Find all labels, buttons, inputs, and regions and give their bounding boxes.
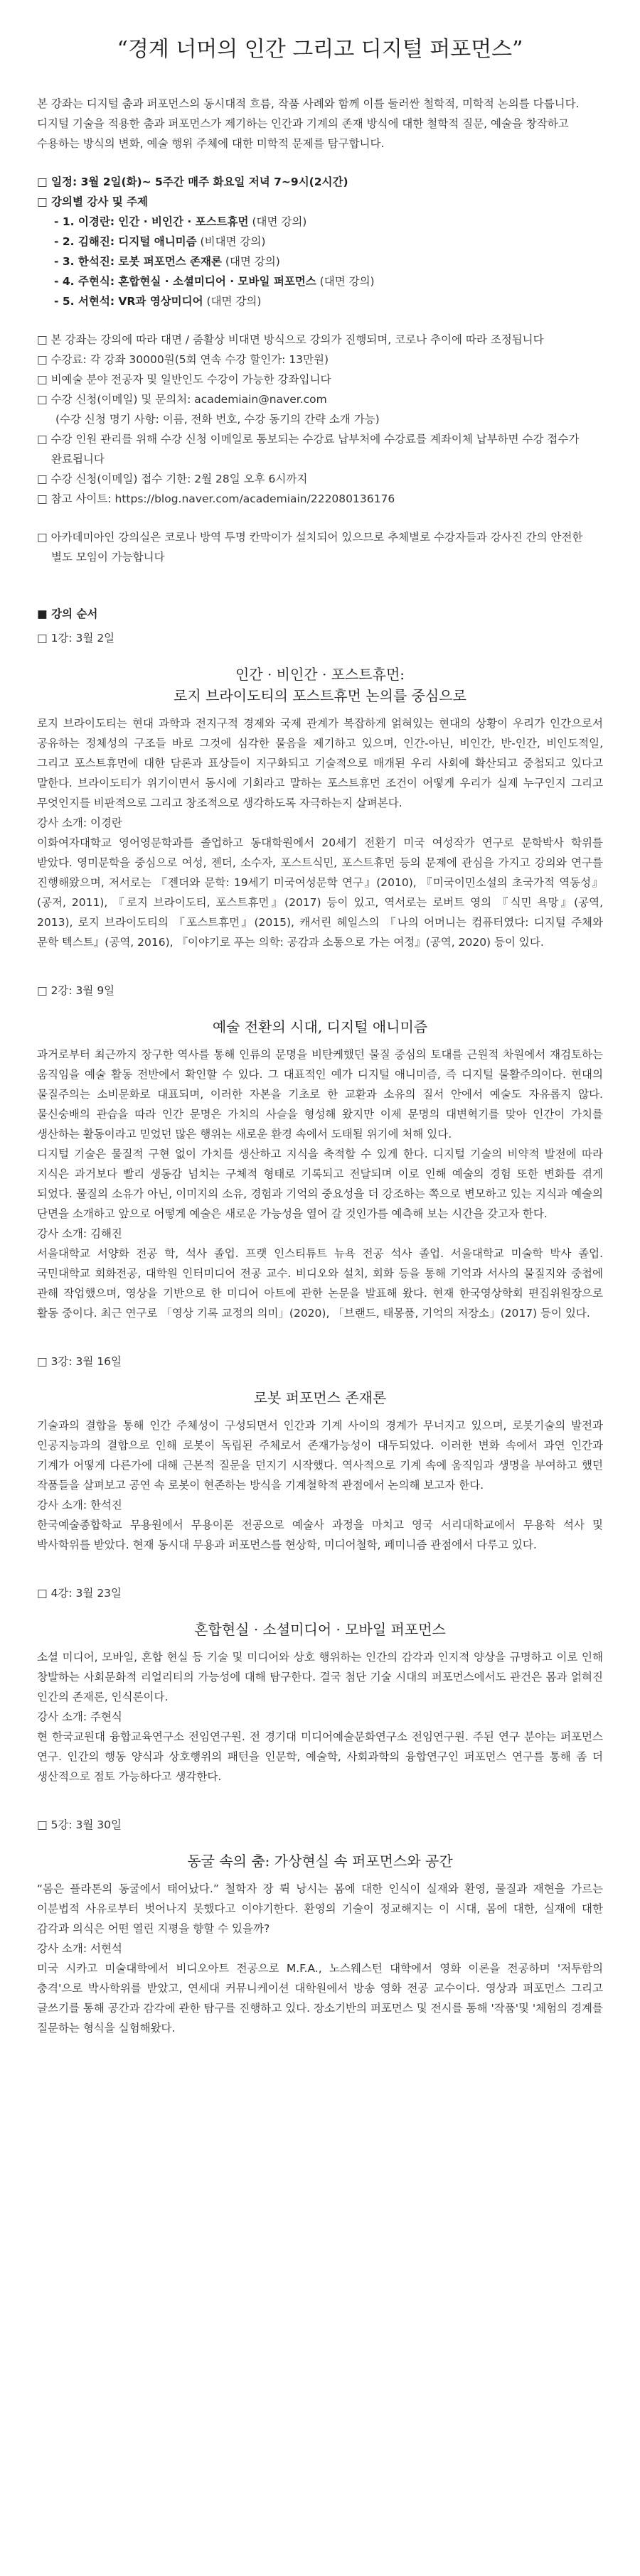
lecture-order-heading: ■ 강의 순서: [37, 608, 98, 620]
session-block: [37, 981, 603, 1323]
instructor-label: 강사 소개: 주현식: [37, 1710, 122, 1723]
notice-item: □ 수강료: 각 강좌 30000원(5회 연속 수강 할인가: 13만원): [37, 353, 329, 366]
session-date: □ 3강: 3월 16일: [37, 1355, 122, 1368]
session-date: □ 5강: 3월 30일: [37, 1818, 122, 1831]
session-date: □ 1강: 3월 2일: [37, 632, 115, 645]
session-description: 기술과의 결합을 통해 인간 주체성이 구성되면서 인간과 기계 사이의 경계가 무너지고 있으며, 로봇기술의 발전과 인공지능과의 결합으로 인해 로봇이 독립된 주체로서 존재가능성이 대두되었다. 이러한 변화 속에서 과연 인간과 기계가 어떻게 다른가에 대해 근본적 질문을 던지기 시작했다. 역사적으로 기계 속에 움직임과 생명을 부여하고 했던 작품들을 살펴보고 공연 속 로봇이 현존하는 방식을 기계철학적 관점에서 논의해 보고자 한다.: [37, 1419, 603, 1492]
session-block: [37, 1815, 603, 2038]
lecture-topic: - 2. 김해진: 디지털 애니미즘: [54, 235, 197, 248]
course-info: [37, 172, 603, 311]
notice-item: □ 수강 신청(이메일) 및 문의처: academiain@naver.com: [37, 393, 327, 406]
session-title: [37, 1016, 603, 1038]
lecture-mode: (비대면 강의): [196, 235, 266, 248]
session-description: 로지 브라이도티는 현대 과학과 전지구적 경제와 국제 관계가 복잡하게 얽혀있는 현대의 상황이 우리가 인간으로서 공유하는 정체성의 구조들 바로 그것에 심각한 물음을 제기하고 있으며, 인간-아닌, 비인간, 반-인간, 비인도적일, 그리고 포스트휴먼에 대한 담론과 표상들이 지구화되고 기술적으로 매개된 우리 사회에 확산되고 중첩되고 있다고 말한다. 브라이도티가 위기이면서 동시에 기회라고 말하는 포스트휴먼 조건이 어떻게 우리가 실제 누구인지 그리고 무엇인지를 비판적으로 그리고 창조적으로 생각하도록 자극하는지 살펴본다.: [37, 717, 603, 809]
notice-item: □ 참고 사이트: https://blog.naver.com/academiain/222080136176: [37, 492, 395, 505]
lecture-item: [54, 252, 603, 271]
lecture-topic: - 1. 이경란: 인간 · 비인간 · 포스트휴먼: [54, 215, 249, 228]
notice-item: □ 수강 신청(이메일) 접수 기한: 2월 28일 오후 6시까지: [37, 473, 308, 485]
session-description: 소셜 미디어, 모바일, 혼합 현실 등 기술 및 미디어와 상호 행위하는 인간의 감각과 인지적 양상을 규명하고 이로 인해 창발하는 사회문화적 리얼리티의 가능성에 대해 탐구한다. 결국 첨단 기술 시대의 퍼포먼스에서도 관건은 몸과 얽혀진 인간의 존재론, 인식론이다.: [37, 1651, 603, 1703]
session-title-line: 로봇 퍼포먼스 존재론: [253, 1389, 387, 1406]
lecture-mode: (대면 강의): [316, 275, 375, 288]
session-title: [37, 1387, 603, 1408]
lecture-item: [54, 212, 603, 232]
notice-item: □ 수강 인원 관리를 위해 수강 신청 이메일로 통보되는 수강료 납부처에 수강료를 계좌이체 납부하면 수강 접수가 완료됩니다: [37, 433, 580, 465]
covid-notice: □ 아카데미아인 강의실은 코로나 방역 투명 칸막이가 설치되어 있으므로 추체별로 수강자들과 강사진 간의 안전한 별도 모임이 가능합니다: [37, 531, 583, 564]
lecture-heading: □ 강의별 강사 및 주제: [37, 195, 149, 208]
lecture-item: [54, 271, 603, 291]
session-block: [37, 628, 603, 952]
session-title-line: 로지 브라이도티의 포스트휴먼 논의를 중심으로: [174, 687, 466, 704]
instructor-bio: 서울대학교 서양화 전공 학, 석사 졸업. 프랫 인스티튜트 뉴욕 전공 석사 졸업. 서울대학교 미술학 박사 졸업. 국민대학교 회화전공, 대학원 인터미디어 전공 교수. 비디오와 설치, 회화 등을 통해 기억과 서사의 물질지와 중첩에 관해 작업했으며, 영상을 기반으로 한 미디어 아트에 관한 논문을 발표해 왔다. 현재 한국영상학회 편집위원장으로 활동 중이다. 최근 연구로 「영상 기록 교정의 의미」(2020), 「브랜드, 태몽품, 기억의 저장소」(2017) 등이 있다.: [37, 1247, 603, 1320]
lecture-mode: (대면 강의): [203, 295, 262, 308]
lecture-mode: (대면 강의): [221, 255, 280, 268]
intro-paragraph: 본 강좌는 디지털 춤과 퍼포먼스의 동시대적 흐름, 작품 사례와 함께 이를 둘러싼 철학적, 미학적 논의를 다룹니다. 디지털 기술을 적용한 춤과 퍼포먼스가 제기하는 인간과 기계의 존재 방식에 대한 철학적 질문, 예술을 창작하고 수용하는 방식의 변화, 예술 행위 주체에 대한 미학적 문제를 탐구합니다.: [37, 97, 580, 150]
lecture-mode: (대면 강의): [248, 215, 307, 228]
session-block: [37, 1352, 603, 1555]
lecture-topic: - 5. 서현석: VR과 영상미디어: [54, 295, 203, 308]
notice-list: [37, 330, 603, 509]
session-title-line: 인간 · 비인간 · 포스트휴먼:: [235, 666, 405, 683]
session-title: [37, 664, 603, 706]
lecture-topic: - 4. 주현식: 혼합현실 · 소셜미디어 · 모바일 퍼포먼스: [54, 275, 316, 288]
session-description: 과거로부터 최근까지 장구한 역사를 통해 인류의 문명을 비탄케했던 물질 중심의 토대를 근원적 차원에서 재검토하는 움직임을 예술 활동 전반에서 확인할 수 있다. 그 대표적인 예가 디지털 애니미즘, 즉 디지털 물활주의이다. 현대의 물질주의는 소비문화로 대표되며, 이러한 자본을 기초로 한 교환과 소유의 질서 안에서 예술도 자유롭지 않다. 물신숭배의 관습을 따라 인간 문명은 가치의 사슬을 형성해 왔지만 이제 문명의 대변혁기를 맞아 인간이 가치를 생산하는 활동이라고 믿었던 많은 행위는 새로운 환경 속에서 도태될 위기에 처해 있다. 디지털 기술은 물질적 구현 없이 가치를 생산하고 지식을 축적할 수 있게 한다. 디지털 기술의 비약적 발전에 따라 지식은 과거보다 빨리 생동감 넘치는 구체적 형태로 기록되고 전달되며 이로 인해 예술의 경험 또한 변화를 겪게 되었다. 물질의 소유가 아닌, 이미지의 소유, 경험과 기억의 중요성을 더 강조하는 쪽으로 변모하고 있는 지식과 예술의 단면을 소개하고 앞으로 어떻게 예술은 새로운 가능성을 열어 갈 것인가를 예측해 보는 시간을 갖고자 한다.: [37, 1048, 603, 1220]
instructor-bio: 이화여자대학교 영어영문학과를 졸업하고 동대학원에서 20세기 전환기 미국 여성작가 연구로 문학박사 학위를 받았다. 영미문학을 중심으로 여성, 젠더, 소수자, 포스트식민, 포스트휴먼 등의 문제에 관심을 가지고 강의와 연구를 진행해왔으며, 저서로는 『젠더와 문학: 19세기 미국여성문학 연구』(2010), 『미국이민소설의 초국가적 역동성』(공저, 2011), 『로지 브라이도티, 포스트휴먼』(2017) 등이 있고, 역서로는 로버트 영의 『식민 욕망』(공역, 2013), 로지 브라이도티의 『포스트휴먼』(2015), 캐서린 헤일스의 『나의 어머니는 컴퓨터였다: 디지털 주체와 문학 텍스트』(공역, 2016), 『이야기로 푸는 의학: 공감과 소통으로 가는 여정』(공역, 2020) 등이 있다.: [37, 836, 603, 949]
instructor-bio: 한국예술종합학교 무용원에서 무용이론 전공으로 예술사 과정을 마치고 영국 서리대학교에서 무용학 석사 및 박사학위를 받았다. 현재 동시대 무용과 퍼포먼스를 현상학, 미디어철학, 페미니즘 관점에서 다루고 있다.: [37, 1519, 603, 1551]
session-description: “몸은 플라톤의 동굴에서 태어났다.” 철학자 장 뤽 낭시는 몸에 대한 인식이 실재와 환영, 물질과 재현을 가르는 이분법적 사유로부터 벗어나지 못했다고 이야기한다. 환영의 기술이 정교해지는 이 시대, 몸에 대한, 실재에 대한 감각과 의식은 어떤 열린 지평을 향할 수 있을까?: [37, 1882, 603, 1935]
instructor-bio: 현 한국교원대 융합교육연구소 전임연구원. 전 경기대 미디어예술문화연구소 전임연구원. 주된 연구 분야는 퍼포먼스 연구. 인간의 행동 양식과 상호행위의 패턴을 인문학, 예술학, 사회과학의 융합연구인 퍼포먼스 연구를 통해 좀 더 생산적으로 점토 가능하다고 생각한다.: [37, 1730, 603, 1783]
instructor-label: 강사 소개: 한석진: [37, 1499, 122, 1511]
session-title: [37, 1619, 603, 1640]
instructor-label: 강사 소개: 서현석: [37, 1942, 122, 1955]
session-date: □ 4강: 3월 23일: [37, 1587, 122, 1600]
instructor-label: 강사 소개: 김해진: [37, 1227, 122, 1240]
lecture-item: [54, 291, 603, 311]
lecture-item: [54, 232, 603, 252]
session-title-line: 혼합현실 · 소셜미디어 · 모바일 퍼포먼스: [194, 1621, 446, 1638]
session-date: □ 2강: 3월 9일: [37, 984, 115, 997]
lecture-topic: - 3. 한석진: 로봇 퍼포먼스 존재론: [54, 255, 222, 268]
notice-item: □ 본 강좌는 강의에 따라 대면 / 줌활상 비대면 방식으로 강의가 진행되며, 코로나 추이에 따라 조정됩니다: [37, 333, 544, 346]
lecture-list: [37, 212, 603, 311]
instructor-bio: 미국 시카고 미술대학에서 비디오아트 전공으로 M.F.A., 노스웨스턴 대학에서 영화 이론을 전공하며 '저투함의 충격'으로 박사학위를 받았고, 연세대 커뮤니케이션 대학원에서 방송 영화 전공 교수이다. 영상과 퍼포먼스 그리고 글쓰기를 통해 공간과 감각에 관한 탐구를 진행하고 있다. 장소기반의 퍼포먼스 및 전시를 통해 '작품'및 '체험의 경계를 질문하는 형식을 실험해왔다.: [37, 1962, 603, 2035]
notice-item: (수강 신청 명기 사항: 이름, 전화 번호, 수강 동기의 간략 소개 가능): [55, 413, 380, 426]
session-title: [37, 1850, 603, 1872]
session-title-line: 동굴 속의 춤: 가상현실 속 퍼포먼스와 공간: [187, 1853, 453, 1870]
session-list: [37, 628, 603, 2038]
schedule-line: □ 일정: 3월 2일(화)~ 5주간 매주 화요일 저녁 7~9시(2시간): [37, 176, 348, 188]
page-title: “경계 너머의 인간 그리고 디지털 퍼포먼스”: [117, 37, 523, 62]
instructor-label: 강사 소개: 이경란: [37, 817, 122, 829]
session-title-line: 예술 전환의 시대, 디지털 애니미즘: [212, 1018, 428, 1035]
notice-item: □ 비예술 분야 전공자 및 일반인도 수강이 가능한 강좌입니다: [37, 373, 331, 386]
session-block: [37, 1583, 603, 1787]
